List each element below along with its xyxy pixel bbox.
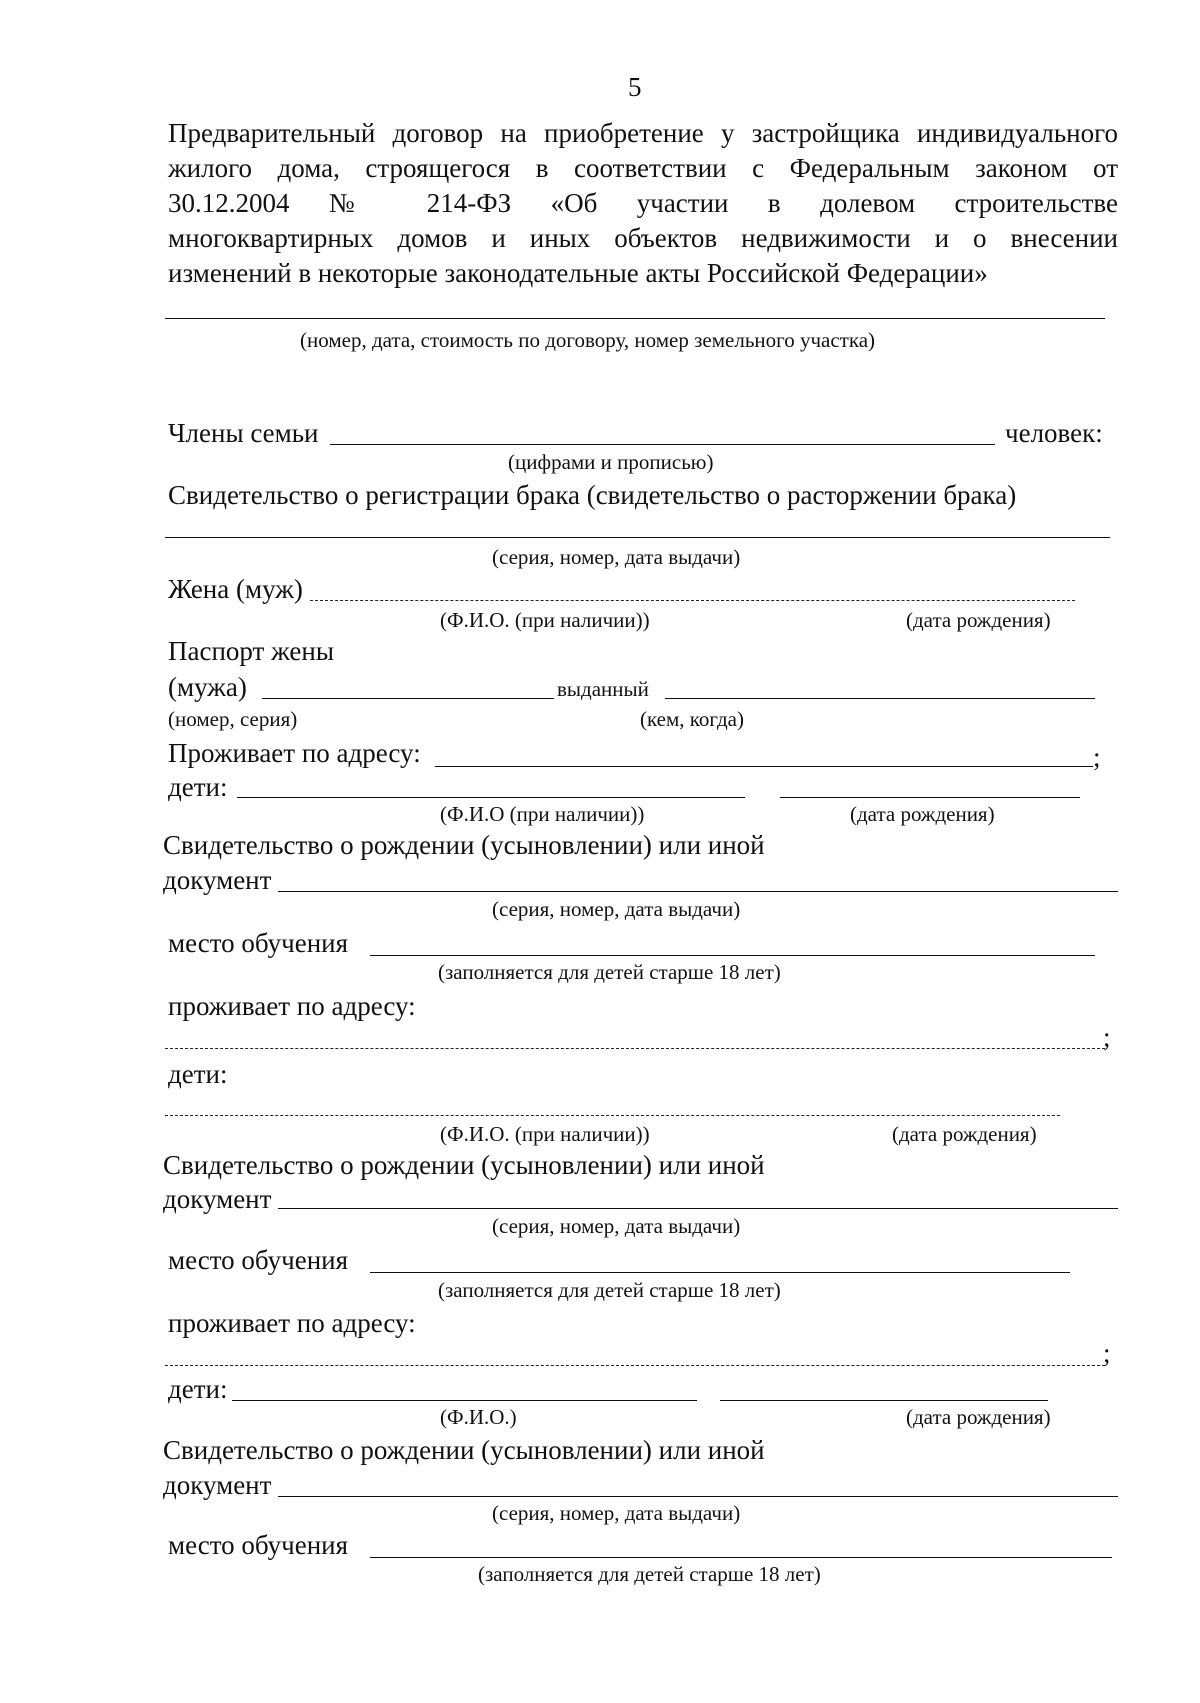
child-2-study-label: место обучения xyxy=(168,1245,349,1275)
child-2-fio-caption: (Ф.И.О. (при наличии)) xyxy=(440,1122,650,1146)
passport-issued-label: выданный xyxy=(557,677,649,701)
child-2-address-semicolon: ; xyxy=(1103,1338,1111,1368)
child-1-document-caption: (серия, номер, дата выдачи) xyxy=(492,897,741,921)
passport-issued-caption: (кем, когда) xyxy=(640,707,744,731)
family-members-count-field[interactable] xyxy=(330,444,995,445)
child-1-address-semicolon: ; xyxy=(1103,1022,1111,1052)
passport-issued-field[interactable] xyxy=(665,698,1095,699)
child-1-dob-caption: (дата рождения) xyxy=(850,802,995,826)
header-line-4: многоквартирных домов и иных объектов недвижимости и о внесении xyxy=(168,223,1118,253)
child-2-study-field[interactable] xyxy=(370,1272,1070,1273)
contract-info-field[interactable] xyxy=(165,318,1105,319)
child-1-study-label: место обучения xyxy=(168,928,349,958)
passport-label-continued: (мужа) xyxy=(168,672,247,702)
spouse-fio-caption: (Ф.И.О. (при наличии)) xyxy=(440,608,650,632)
child-3-dob-field[interactable] xyxy=(720,1400,1048,1401)
child-1-address-label: проживает по адресу: xyxy=(168,991,416,1021)
child-3-document-label: документ xyxy=(163,1470,272,1500)
header-line-5: изменений в некоторые законодательные акты Российской Федерации» xyxy=(168,258,988,288)
child-1-document-field[interactable] xyxy=(278,891,1118,892)
passport-number-caption: (номер, серия) xyxy=(168,707,298,731)
child-3-study-field[interactable] xyxy=(370,1557,1112,1558)
child-2-fio-field[interactable] xyxy=(165,1115,1060,1116)
header-line-2: жилого дома, строящегося в соответствии с Федеральным законом от xyxy=(168,153,1118,183)
passport-label: Паспорт жены xyxy=(168,636,334,666)
family-members-label: Члены семьи xyxy=(168,418,319,448)
address-label: Проживает по адресу: xyxy=(168,738,421,768)
child-1-document-label: документ xyxy=(163,865,272,895)
child-1-fio-caption: (Ф.И.О (при наличии)) xyxy=(440,802,645,826)
child-3-dob-caption: (дата рождения) xyxy=(906,1405,1051,1429)
child-3-birth-cert-label: Свидетельство о рождении (усыновлении) или иной xyxy=(163,1435,765,1465)
child-2-document-label: документ xyxy=(163,1184,272,1214)
child-3-study-caption: (заполняется для детей старше 18 лет) xyxy=(478,1562,821,1586)
spouse-fio-field[interactable] xyxy=(310,600,1075,601)
child-1-label: дети: xyxy=(168,772,228,802)
child-2-document-field[interactable] xyxy=(278,1208,1118,1209)
header-line-3: 30.12.2004 № 214-ФЗ «Об участии в долевом строительстве xyxy=(168,188,1118,218)
address-semicolon: ; xyxy=(1093,742,1101,772)
child-3-document-caption: (серия, номер, дата выдачи) xyxy=(492,1501,741,1525)
child-2-birth-cert-label: Свидетельство о рождении (усыновлении) или иной xyxy=(163,1150,765,1180)
page-number: 5 xyxy=(628,72,642,102)
family-members-caption: (цифрами и прописью) xyxy=(508,450,714,474)
address-field[interactable] xyxy=(435,766,1093,767)
child-2-dob-caption: (дата рождения) xyxy=(892,1122,1037,1146)
child-1-dob-field[interactable] xyxy=(780,797,1080,798)
child-2-study-caption: (заполняется для детей старше 18 лет) xyxy=(438,1278,781,1302)
child-3-label: дети: xyxy=(168,1374,228,1404)
header-line-1: Предварительный договор на приобретение у застройщика индивидуального xyxy=(168,118,1118,148)
marriage-certificate-field[interactable] xyxy=(165,537,1110,538)
child-2-address-label: проживает по адресу: xyxy=(168,1308,416,1338)
child-2-document-caption: (серия, номер, дата выдачи) xyxy=(492,1214,741,1238)
child-3-document-field[interactable] xyxy=(278,1496,1118,1497)
child-3-fio-field[interactable] xyxy=(232,1400,697,1401)
child-1-study-caption: (заполняется для детей старше 18 лет) xyxy=(438,960,781,984)
child-1-fio-field[interactable] xyxy=(237,797,745,798)
passport-number-field[interactable] xyxy=(262,698,554,699)
child-2-label: дети: xyxy=(168,1059,228,1089)
marriage-certificate-caption: (серия, номер, дата выдачи) xyxy=(492,545,741,569)
spouse-label: Жена (муж) xyxy=(168,574,303,604)
spouse-dob-caption: (дата рождения) xyxy=(906,608,1051,632)
child-1-birth-cert-label: Свидетельство о рождении (усыновлении) или иной xyxy=(163,830,765,860)
child-1-study-field[interactable] xyxy=(370,955,1095,956)
child-1-address-field[interactable] xyxy=(165,1048,1105,1049)
child-3-fio-caption: (Ф.И.О.) xyxy=(440,1405,517,1429)
child-3-study-label: место обучения xyxy=(168,1530,349,1560)
contract-info-caption: (номер, дата, стоимость по договору, номер земельного участка) xyxy=(300,328,876,352)
marriage-certificate-label: Свидетельство о регистрации брака (свидетельство о расторжении брака) xyxy=(168,480,1017,510)
family-members-suffix: человек: xyxy=(1005,418,1103,448)
child-2-address-field[interactable] xyxy=(165,1365,1105,1366)
